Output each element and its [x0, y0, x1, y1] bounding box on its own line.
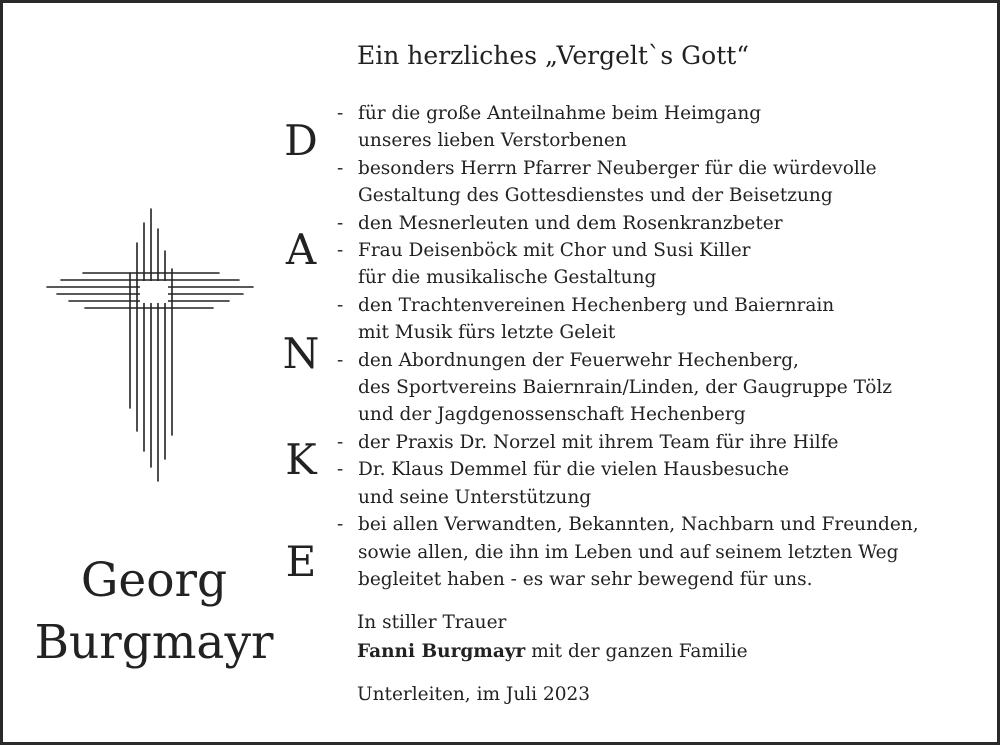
danke-letter: D: [284, 116, 318, 165]
list-dash: -: [337, 240, 344, 262]
list-dash: -: [337, 157, 344, 179]
thanks-item: [337, 429, 919, 456]
list-dash: -: [337, 514, 344, 536]
thanks-line: begleitet haben - es war sehr bewegend für uns.: [358, 568, 813, 590]
list-dash: -: [337, 459, 344, 481]
thanks-line: Gestaltung des Gottesdienstes und der Beisetzung: [358, 185, 833, 207]
list-dash: -: [337, 349, 344, 371]
list-dash: -: [337, 431, 344, 453]
thanks-line: der Praxis Dr. Norzel mit ihrem Team für ihre Hilfe: [358, 431, 839, 453]
thanks-line: für die musikalische Gestaltung: [358, 267, 657, 289]
thanks-item: [337, 292, 919, 347]
deceased-last-name: Burgmayr: [34, 615, 274, 670]
thanks-line: und seine Unterstützung: [358, 486, 592, 508]
cross-icon: [43, 203, 257, 485]
thanks-item: [337, 347, 919, 429]
signer-suffix: mit der ganzen Familie: [525, 641, 748, 662]
thanks-line: für die große Anteilnahme beim Heimgang: [358, 103, 762, 124]
danke-letter: N: [282, 329, 320, 378]
thanks-line: Dr. Klaus Demmel für die vielen Hausbesuche: [358, 459, 790, 481]
thanks-line: des Sportvereins Baiernrain/Linden, der Gaugruppe Tölz: [358, 377, 893, 399]
thanks-line: Frau Deisenböck mit Chor und Susi Killer: [358, 240, 751, 262]
list-dash: -: [337, 103, 344, 124]
list-dash: -: [337, 294, 344, 316]
danke-letter: A: [285, 225, 317, 274]
thanks-list: [337, 100, 919, 593]
thanks-item: [337, 210, 919, 237]
thanks-line: besonders Herrn Pfarrer Neuberger für die würdevolle: [358, 157, 877, 179]
thanks-line: und der Jagdgenossenschaft Hechenberg: [358, 404, 746, 426]
place-date: Unterleiten, im Juli 2023: [357, 684, 591, 705]
thanks-line: mit Musik fürs letzte Geleit: [358, 322, 616, 344]
signer-line: [357, 643, 748, 662]
thanks-line: unseres lieben Verstorbenen: [358, 130, 627, 152]
notice-title: Ein herzliches „Vergelt`s Gott“: [357, 41, 750, 70]
thanks-item: [337, 100, 919, 155]
danke-letter: K: [285, 435, 317, 484]
signer-name: Fanni Burgmayr: [357, 641, 526, 662]
thanks-item: [337, 456, 919, 511]
thanks-line: bei allen Verwandten, Bekannten, Nachbarn und Freunden,: [358, 514, 919, 536]
thanks-line: den Trachtenvereinen Hechenberg und Baiernrain: [358, 294, 835, 316]
thanks-line: den Mesnerleuten und dem Rosenkranzbeter: [358, 212, 783, 234]
thanks-item: [337, 237, 919, 292]
thanks-line: den Abordnungen der Feuerwehr Hechenberg,: [358, 349, 799, 371]
deceased-first-name: Georg: [80, 553, 228, 608]
thanks-item: [337, 155, 919, 210]
list-dash: -: [337, 212, 344, 234]
thanks-item: [337, 511, 919, 593]
mourning-label: In stiller Trauer: [357, 612, 507, 633]
danke-letter: E: [285, 537, 317, 586]
thanks-line: sowie allen, die ihn im Leben und auf seinem letzten Weg: [358, 541, 899, 563]
